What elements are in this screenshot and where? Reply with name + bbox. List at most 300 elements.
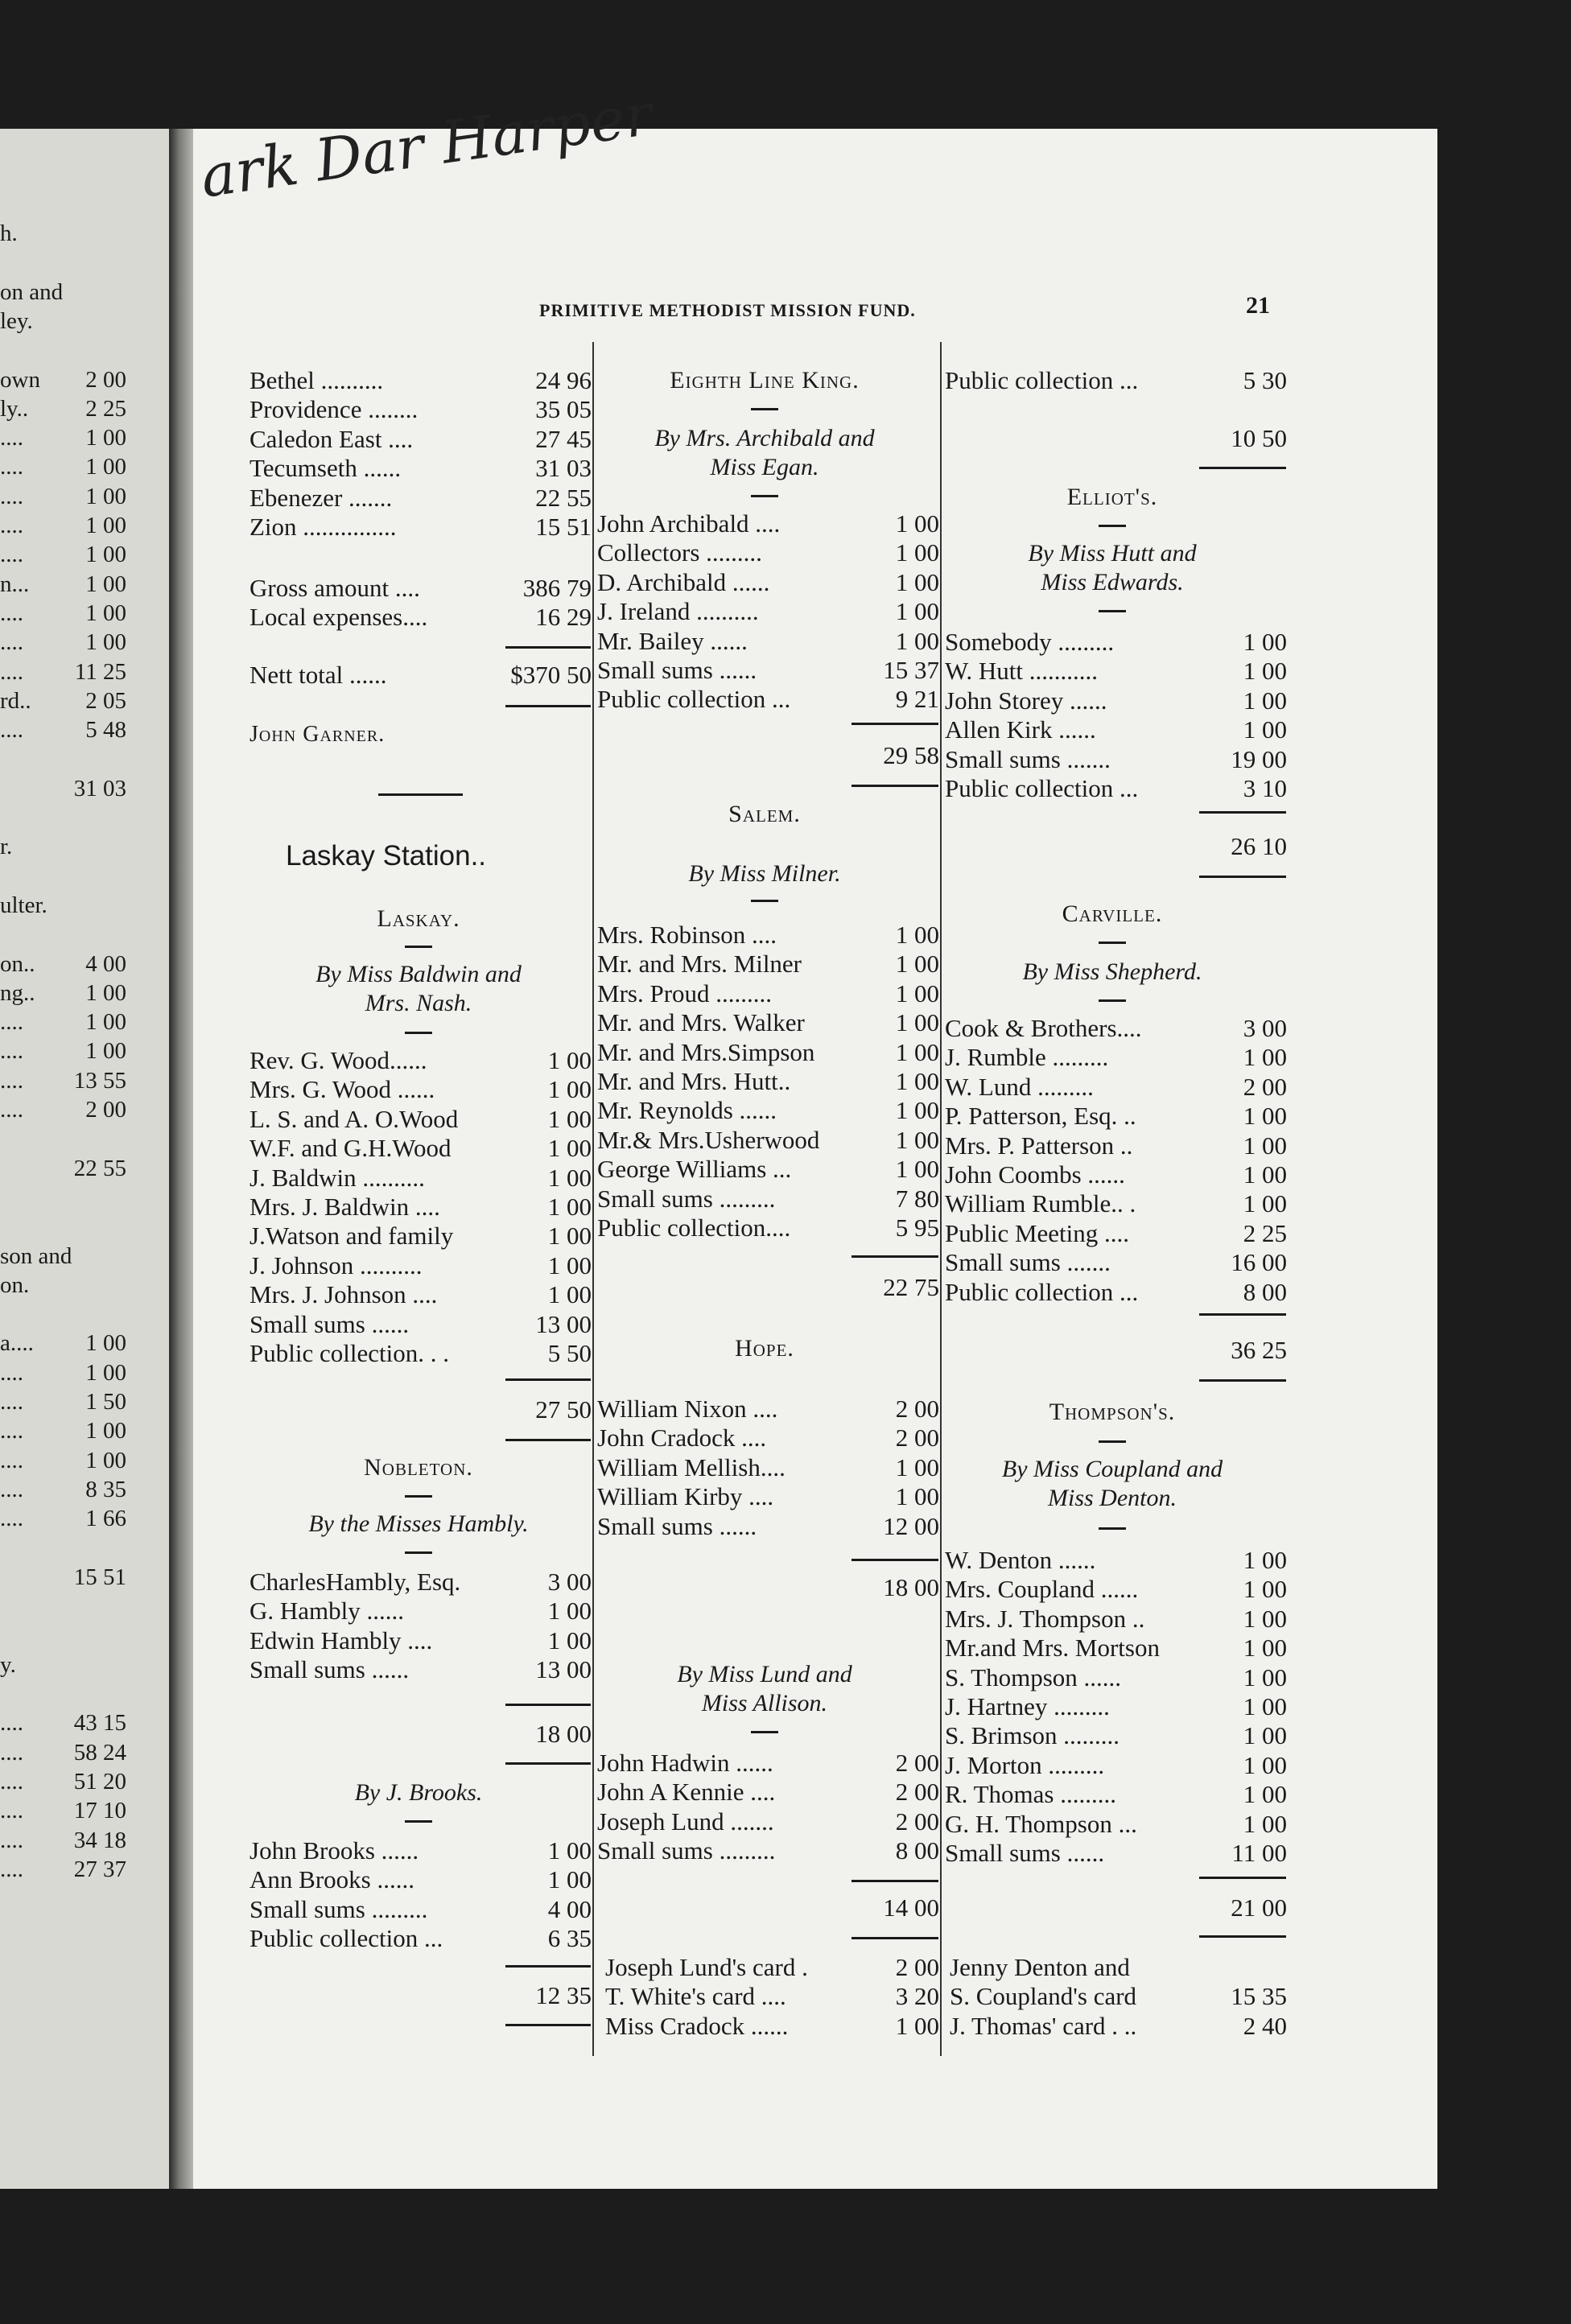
total-rule [851, 1880, 938, 1882]
donor-row [945, 1634, 1287, 1663]
row-amount: 2 00 [895, 1807, 939, 1836]
row-amount: 3 10 [1243, 774, 1287, 802]
left-page-row [0, 1621, 165, 1650]
left-page-row [0, 657, 165, 686]
left-row-amount: 2 00 [85, 366, 126, 393]
row-amount: 3 20 [895, 1982, 939, 2011]
row-label: Mrs. Robinson .... [597, 921, 777, 949]
left-page-row [0, 336, 165, 365]
total-amount: 18 00 [883, 1573, 939, 1601]
left-row-amount: 13 55 [73, 1067, 126, 1094]
donor-row [597, 1807, 939, 1836]
donor-row [249, 1655, 592, 1684]
card-row [605, 1953, 939, 1982]
row-amount: 5 95 [895, 1214, 939, 1242]
left-page-row [0, 1475, 165, 1504]
collector-line: Miss Denton. [1048, 1485, 1177, 1511]
place-row [249, 366, 592, 395]
row-amount: 6 35 [547, 1924, 592, 1953]
left-page-row [0, 1242, 165, 1271]
row-amount: 1 00 [1243, 1043, 1287, 1072]
row-label: S. Coupland's card [950, 1982, 1137, 2011]
row-label: Small sums ...... [597, 1511, 757, 1540]
donor-row [249, 1924, 592, 1953]
left-page-row [0, 1387, 165, 1416]
row-label: Mrs. P. Patterson .. [945, 1131, 1133, 1160]
donor-row [945, 1575, 1287, 1604]
row-amount: 2 25 [1243, 1218, 1287, 1247]
section-heading: Carville. [1062, 900, 1163, 927]
total-rule [851, 1559, 938, 1561]
row-label: Providence ........ [249, 395, 419, 424]
left-row-amount: 51 20 [73, 1768, 126, 1795]
left-row-amount: 1 00 [85, 454, 126, 480]
heading-dash [1099, 942, 1126, 944]
total-rule [851, 723, 938, 725]
row-amount: 1 00 [895, 1067, 939, 1095]
row-amount: 1 00 [895, 538, 939, 567]
row-label: John Archibald .... [597, 509, 781, 538]
left-page-row [0, 1007, 165, 1036]
row-amount: 1 00 [1243, 1604, 1287, 1633]
row-amount: 1 00 [1243, 1160, 1287, 1189]
left-row-label: .... [0, 1710, 23, 1737]
row-label: Mr. and Mrs.Simpson [597, 1037, 815, 1066]
left-row-label: .... [0, 600, 23, 626]
donor-row [945, 1189, 1287, 1218]
station-title: Laskay Station.. [286, 840, 487, 872]
left-page-row [0, 599, 165, 628]
row-label: J. Ireland .......... [597, 597, 759, 626]
row-label: Public collection ... [945, 774, 1139, 802]
row-amount: 1 00 [1243, 1809, 1287, 1838]
section-heading: Elliot's. [1066, 484, 1158, 510]
left-row-label: .... [0, 1476, 23, 1502]
left-row-label: .... [0, 1856, 23, 1882]
row-amount: 1 00 [1243, 1189, 1287, 1218]
row-amount: 3 00 [1243, 1014, 1287, 1042]
donor-row [945, 1546, 1287, 1575]
page-number: 21 [1246, 292, 1270, 319]
left-row-amount: 58 24 [73, 1739, 126, 1766]
collector-line: By Miss Milner. [688, 860, 841, 887]
collector-line: By Miss Coupland and [1001, 1456, 1223, 1482]
left-row-amount: 1 00 [85, 1359, 126, 1386]
section-total [597, 1573, 939, 1602]
row-label: W.F. and G.H.Wood [249, 1134, 452, 1163]
row-amount: 1 00 [547, 1626, 592, 1654]
row-label: J. Rumble ......... [945, 1043, 1109, 1072]
left-page-row [0, 307, 165, 336]
left-page-row [0, 950, 165, 979]
left-row-amount: 2 00 [85, 1097, 126, 1123]
left-row-amount: 1 00 [85, 483, 126, 509]
left-row-amount: 1 00 [85, 629, 126, 656]
row-amount: 1 00 [895, 1482, 939, 1511]
row-amount: 5 30 [1243, 366, 1287, 394]
left-page-row [0, 1271, 165, 1300]
row-label: G. Hambly ...... [249, 1597, 405, 1626]
row-amount: 1 00 [547, 1134, 592, 1163]
heading-dash [405, 1495, 432, 1498]
donor-row [249, 1626, 592, 1655]
place-row [249, 484, 592, 513]
row-amount: 1 00 [547, 1046, 592, 1074]
row-label: John Storey ...... [945, 686, 1107, 715]
left-page-row [0, 1767, 165, 1796]
donor-row [945, 1810, 1287, 1839]
row-label: Cook & Brothers.... [945, 1014, 1142, 1042]
row-amount: 8 00 [1243, 1277, 1287, 1306]
left-page-row [0, 482, 165, 511]
left-page-row [0, 1416, 165, 1445]
row-label: S. Thompson ...... [945, 1663, 1122, 1691]
row-amount: 1 00 [895, 2011, 939, 2040]
left-row-amount: 1 00 [85, 1009, 126, 1036]
left-page-row [0, 511, 165, 540]
left-page-row [0, 1095, 165, 1124]
column-divider-2 [940, 342, 942, 2056]
donor-row [597, 950, 939, 979]
heading-dash [1099, 1440, 1126, 1443]
row-label: Joseph Lund ....... [597, 1807, 774, 1836]
left-page-row [0, 1446, 165, 1475]
row-amount: 1 00 [547, 1075, 592, 1104]
row-amount: 2 00 [895, 1395, 939, 1423]
left-row-amount: 27 37 [73, 1856, 126, 1882]
donor-row [249, 1251, 592, 1280]
row-amount: 1 00 [1243, 715, 1287, 744]
left-page-row [0, 862, 165, 891]
section-total [597, 1893, 939, 1922]
left-row-label: .... [0, 629, 23, 656]
row-amount: 15 35 [1231, 1982, 1287, 2011]
left-page-row [0, 1826, 165, 1855]
section-total [597, 1273, 939, 1302]
row-amount: 2 00 [895, 1778, 939, 1807]
donor-row [597, 921, 939, 950]
donor-row [597, 627, 939, 656]
section-total [945, 424, 1287, 453]
donor-row [249, 1075, 592, 1104]
left-row-label: y. [0, 1651, 16, 1678]
row-amount: 2 40 [1243, 2011, 1287, 2040]
donor-row [249, 1836, 592, 1865]
left-row-amount: 43 15 [73, 1710, 126, 1737]
row-label: S. Brimson ......... [945, 1721, 1120, 1750]
section-heading: Salem. [728, 801, 801, 827]
section-total [249, 1720, 592, 1749]
donor-row [597, 1038, 939, 1067]
row-amount: 1 00 [547, 1280, 592, 1309]
donor-row [249, 1105, 592, 1134]
row-amount: 1 00 [547, 1597, 592, 1626]
left-page-fragment [0, 129, 169, 2189]
heading-dash [1099, 525, 1126, 527]
left-row-amount: 2 25 [85, 395, 126, 422]
row-label: Zion ............... [249, 513, 397, 541]
collector-line: Miss Egan. [710, 454, 819, 480]
donor-row [597, 656, 939, 685]
left-page-row [0, 1679, 165, 1708]
row-label: Gross amount .... [249, 574, 420, 602]
row-amount: 1 00 [1243, 1575, 1287, 1604]
row-amount: 386 79 [522, 574, 592, 602]
row-amount: 19 00 [1231, 744, 1287, 773]
left-row-label: ley. [0, 307, 33, 334]
heading-dash [405, 1551, 432, 1554]
left-row-label: .... [0, 454, 23, 480]
left-row-label: .... [0, 1827, 23, 1853]
donor-row [597, 1512, 939, 1541]
card-row [950, 1982, 1287, 2011]
row-label: Mrs. J. Baldwin .... [249, 1193, 440, 1221]
signer-name: John Garner. [249, 722, 386, 747]
place-row [249, 513, 592, 542]
row-amount: 1 00 [1243, 657, 1287, 686]
row-amount: 1 00 [895, 979, 939, 1007]
collector-line: Miss Edwards. [1041, 569, 1184, 595]
donor-row [597, 597, 939, 626]
row-label: Miss Cradock ...... [605, 2011, 789, 2040]
left-row-label: .... [0, 542, 23, 568]
donor-row [945, 1751, 1287, 1780]
left-row-amount: 31 03 [73, 775, 126, 801]
left-row-label: .... [0, 658, 23, 685]
section-heading: Nobleton. [364, 1454, 473, 1481]
left-page-row [0, 1592, 165, 1621]
heading-dash [751, 495, 778, 497]
left-row-amount: 2 05 [85, 687, 126, 714]
place-row [249, 425, 592, 454]
row-amount: 1 00 [1243, 1131, 1287, 1160]
row-amount: 16 00 [1231, 1248, 1287, 1277]
donor-row [597, 1395, 939, 1424]
left-page-row [0, 832, 165, 861]
donor-row [597, 685, 939, 714]
row-label: Rev. G. Wood...... [249, 1046, 427, 1074]
row-label: John Hadwin ...... [597, 1749, 773, 1777]
row-label: William Nixon .... [597, 1395, 778, 1423]
donor-row [597, 1185, 939, 1214]
row-amount: 1 00 [547, 1836, 592, 1865]
row-label: Mrs. J. Johnson .... [249, 1280, 438, 1309]
heading-dash [1099, 999, 1126, 1002]
heading-dash [405, 946, 432, 948]
donor-row [945, 1721, 1287, 1750]
left-row-amount: 1 00 [85, 425, 126, 451]
row-label: Public collection. . . [249, 1339, 449, 1367]
donor-row [945, 1014, 1287, 1043]
row-label: George Williams ... [597, 1155, 792, 1184]
collector-line: By Miss Baldwin and [315, 961, 522, 987]
left-row-label: on.. [0, 950, 35, 977]
row-label: Mr.and Mrs. Mortson [945, 1634, 1160, 1663]
page-header-title: PRIMITIVE METHODIST MISSION FUND. [539, 300, 916, 320]
left-page-row [0, 920, 165, 949]
donor-row [597, 1836, 939, 1865]
donor-row [597, 1424, 939, 1452]
row-label: John Coombs ...... [945, 1160, 1125, 1189]
row-amount: 1 00 [895, 1008, 939, 1037]
row-label: Small sums ....... [945, 1248, 1111, 1277]
row-label: L. S. and A. O.Wood [249, 1104, 459, 1133]
collector-line: By the Misses Hambly. [308, 1510, 529, 1537]
row-amount: 2 00 [895, 1424, 939, 1452]
total-rule [505, 1965, 591, 1968]
left-row-label: r. [0, 834, 13, 860]
left-page-row [0, 1855, 165, 1884]
collector-line: Mrs. Nash. [365, 990, 472, 1016]
row-label: W. Denton ...... [945, 1546, 1096, 1574]
row-label: Mrs. Coupland ...... [945, 1575, 1139, 1604]
row-label: G. H. Thompson ... [945, 1809, 1137, 1838]
row-label: J. Baldwin .......... [249, 1163, 425, 1192]
card-row [605, 2012, 939, 2041]
left-row-label: on and [0, 278, 64, 305]
row-amount: 22 55 [535, 483, 592, 512]
row-label: William Kirby .... [597, 1482, 774, 1511]
row-label: Mr. and Mrs. Milner [597, 950, 802, 979]
total-rule [505, 1439, 591, 1441]
row-label: W. Hutt ........... [945, 657, 1099, 686]
donor-row [945, 628, 1287, 657]
donor-row [597, 1126, 939, 1155]
row-amount: 1 00 [1243, 1692, 1287, 1720]
total-amount: 12 35 [535, 1981, 592, 2009]
total-rule [505, 2024, 591, 2026]
total-amount: 27 50 [535, 1395, 592, 1424]
row-label: Mrs. Proud ......... [597, 979, 773, 1007]
row-amount: 12 00 [883, 1511, 939, 1540]
donor-row [945, 1839, 1287, 1868]
left-page-row [0, 248, 165, 277]
total-amount: 21 00 [1231, 1893, 1287, 1922]
donor-row [945, 1043, 1287, 1072]
left-row-label: .... [0, 1798, 23, 1824]
collector-line: By Miss Shepherd. [1022, 958, 1202, 985]
left-row-label: rd.. [0, 687, 31, 714]
row-amount: 1 00 [547, 1193, 592, 1221]
left-row-label: .... [0, 1418, 23, 1444]
left-page-row [0, 452, 165, 481]
row-label: T. White's card .... [605, 1982, 786, 2011]
donor-row [945, 774, 1287, 803]
row-label: Somebody ......... [945, 628, 1115, 656]
left-row-label: own [0, 366, 40, 393]
row-label: John A Kennie .... [597, 1778, 776, 1807]
total-rule [851, 1255, 938, 1258]
row-label: Public collection ... [945, 366, 1139, 394]
left-row-label: son and [0, 1242, 72, 1269]
row-label: Public collection ... [249, 1924, 443, 1953]
donor-row [945, 1605, 1287, 1634]
donor-row [945, 1780, 1287, 1809]
donor-row [945, 1663, 1287, 1692]
donor-row [945, 1131, 1287, 1160]
row-amount: 1 00 [547, 1865, 592, 1894]
row-amount: 8 00 [895, 1836, 939, 1865]
left-row-amount: 11 25 [74, 658, 126, 685]
total-rule [1199, 467, 1286, 469]
donor-row [597, 1096, 939, 1125]
row-amount: 1 00 [1243, 1102, 1287, 1131]
left-row-amount: 1 00 [85, 513, 126, 538]
donor-row [249, 1222, 592, 1251]
left-row-amount: 4 00 [85, 950, 126, 977]
left-page-row [0, 744, 165, 773]
row-label: D. Archibald ...... [597, 567, 770, 596]
row-amount: 1 00 [1243, 1780, 1287, 1809]
left-page-row [0, 365, 165, 394]
left-row-label: ly.. [0, 395, 29, 422]
left-row-amount: 15 51 [73, 1564, 126, 1590]
donor-row [945, 1248, 1287, 1277]
row-label: Small sums ....... [945, 744, 1111, 773]
donor-row [945, 1278, 1287, 1307]
left-page-row [0, 423, 165, 452]
row-label: Small sums ......... [249, 1894, 428, 1923]
row-label: R. Thomas ......... [945, 1780, 1116, 1809]
row-label: Public collection ... [945, 1277, 1139, 1306]
row-label: Mr. and Mrs. Hutt.. [597, 1067, 791, 1095]
left-row-label: .... [0, 425, 23, 451]
left-row-label: .... [0, 483, 23, 509]
row-amount: 1 00 [547, 1104, 592, 1133]
donor-row [249, 1280, 592, 1309]
section-total [945, 1336, 1287, 1365]
left-row-amount: 1 66 [85, 1506, 126, 1532]
donor-row [249, 1193, 592, 1222]
left-page-row [0, 1124, 165, 1153]
donor-row [249, 1597, 592, 1626]
donor-row [945, 1073, 1287, 1102]
row-amount: 1 00 [895, 1155, 939, 1184]
left-row-amount: 1 00 [85, 600, 126, 626]
donor-row [597, 509, 939, 538]
row-amount: 31 03 [535, 454, 592, 483]
left-page-row [0, 394, 165, 423]
total-amount: 22 75 [883, 1273, 939, 1301]
section-total [945, 1893, 1287, 1922]
left-page-row [0, 1738, 165, 1767]
row-amount: $370 50 [510, 661, 592, 689]
row-amount: 1 00 [895, 567, 939, 596]
left-page-row [0, 278, 165, 307]
card-row [605, 1982, 939, 2011]
row-label: Small sums ...... [597, 656, 757, 684]
left-row-amount: 17 10 [73, 1798, 126, 1824]
row-amount: 9 21 [895, 685, 939, 714]
row-amount: 1 00 [895, 1037, 939, 1066]
row-amount: 13 00 [535, 1655, 592, 1684]
donor-row [249, 1134, 592, 1163]
row-amount: 1 00 [895, 1452, 939, 1481]
left-page-row [0, 1329, 165, 1358]
row-amount: 1 00 [1243, 1721, 1287, 1750]
row-amount: 2 00 [895, 1749, 939, 1777]
row-amount: 1 00 [547, 1163, 592, 1192]
section-total [597, 741, 939, 770]
row-label: Ebenezer ....... [249, 483, 393, 512]
handwritten-signature: ark Dar Harper [196, 80, 657, 211]
left-page-row [0, 570, 165, 599]
donor-row [597, 538, 939, 567]
total-rule [1199, 876, 1286, 878]
row-label: Mr. Reynolds ...... [597, 1096, 777, 1125]
total-rule [1199, 1313, 1286, 1316]
left-page-row [0, 1183, 165, 1212]
